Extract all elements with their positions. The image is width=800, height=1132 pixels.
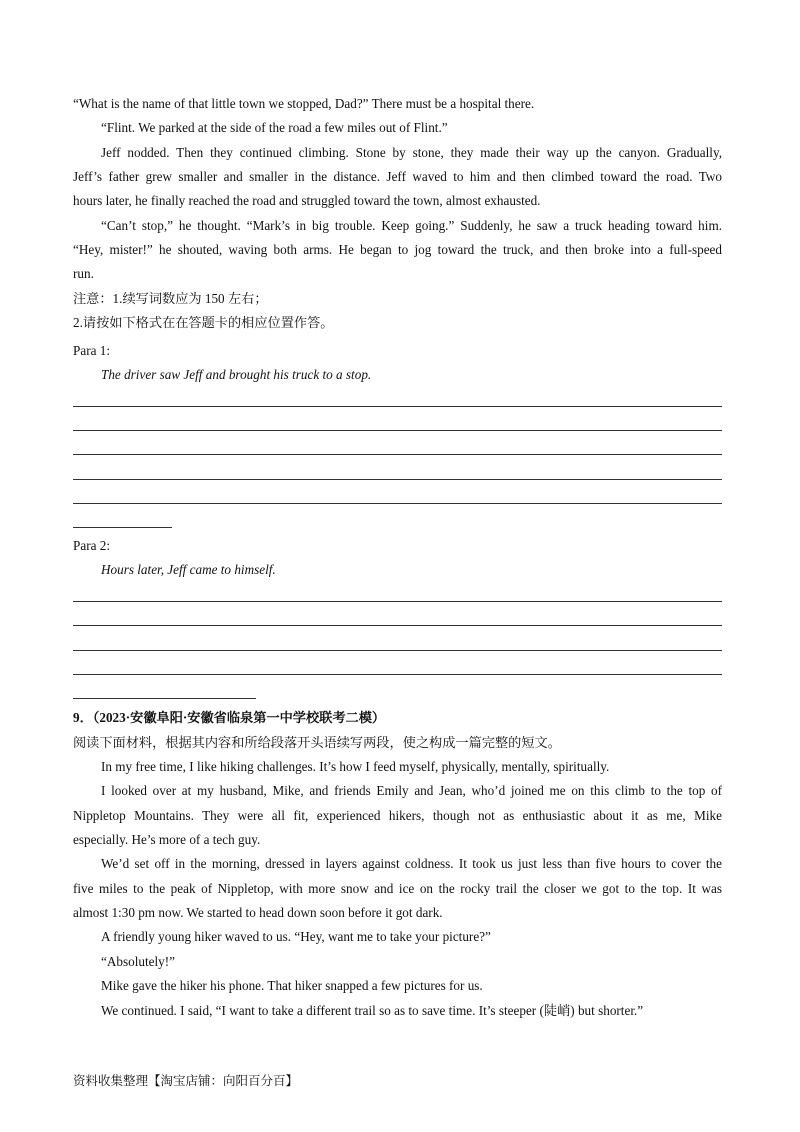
story-line: We’d set off in the morning, dressed in layers against coldness. It took us just less than five hours to cover the <box>101 856 722 871</box>
answer-line[interactable] <box>73 527 172 528</box>
story-line: Nippletop Mountains. They were all fit, experienced hikers, though not as enthusiastic about it as me, Mike <box>73 808 722 823</box>
story-line: A friendly young hiker waved to us. “Hey, want me to take your picture?” <box>101 929 491 944</box>
question-heading: 9．（2023·安徽阜阳·安徽省临泉第一中学校联考二模） <box>73 710 386 725</box>
page-footer: 资料收集整理【淘宝店铺：向阳百分百】 <box>73 1074 299 1088</box>
story-line: “Hey, mister!” he shouted, waving both arms. He began to jog toward the truck, and then broke into a full-speed <box>73 242 722 257</box>
answer-line[interactable] <box>73 430 722 431</box>
story-line: I looked over at my husband, Mike, and friends Emily and Jean, who’d joined me on this climb to the top of <box>101 783 722 798</box>
story-line: especially. He’s more of a tech guy. <box>73 832 261 847</box>
story-line: “What is the name of that little town we stopped, Dad?” There must be a hospital there. <box>73 96 535 111</box>
answer-line[interactable] <box>73 698 256 699</box>
story-line: five miles to the peak of Nippletop, with more snow and ice on the rocky trail the closer we got to the top. It was <box>73 881 722 896</box>
answer-line[interactable] <box>73 406 722 407</box>
story-line: We continued. I said, “I want to take a different trail so as to save time. It’s steeper (陡峭) but shorter.” <box>101 1003 644 1018</box>
answer-line[interactable] <box>73 601 722 602</box>
answer-line[interactable] <box>73 674 722 675</box>
question-instruction: 阅读下面材料，根据其内容和所给段落开头语续写两段，使之构成一篇完整的短文。 <box>73 735 561 750</box>
para2-opening: Hours later, Jeff came to himself. <box>101 562 276 577</box>
answer-line[interactable] <box>73 625 722 626</box>
story-line: Jeff’s father grew smaller and smaller in the distance. Jeff waved to him and then climbed toward the road. Two <box>73 169 722 184</box>
para1-opening: The driver saw Jeff and brought his truck to a stop. <box>101 367 372 382</box>
story-line: “Can’t stop,” he thought. “Mark’s in big trouble. Keep going.” Suddenly, he saw a truck heading toward him. <box>101 218 722 233</box>
answer-line[interactable] <box>73 650 722 651</box>
story-line: run. <box>73 266 94 281</box>
story-line: almost 1:30 pm now. We started to head down soon before it got dark. <box>73 905 443 920</box>
story-line: “Flint. We parked at the side of the road a few miles out of Flint.” <box>101 120 448 135</box>
story-line: Jeff nodded. Then they continued climbing. Stone by stone, they made their way up the canyon. Gradually, <box>101 145 722 160</box>
para2-label: Para 2: <box>73 538 110 553</box>
para1-label: Para 1: <box>73 343 110 358</box>
answer-line[interactable] <box>73 503 722 504</box>
note-format: 2.请按如下格式在在答题卡的相应位置作答。 <box>73 315 334 330</box>
note-word-count: 注意：1.续写词数应为 150 左右； <box>73 291 268 306</box>
story-line: hours later, he finally reached the road and struggled toward the town, almost exhausted. <box>73 193 541 208</box>
story-line: Mike gave the hiker his phone. That hiker snapped a few pictures for us. <box>101 978 483 993</box>
story-line: “Absolutely!” <box>101 954 175 969</box>
answer-line[interactable] <box>73 479 722 480</box>
story-line: In my free time, I like hiking challenges. It’s how I feed myself, physically, mentally, spiritually. <box>101 759 610 774</box>
answer-line[interactable] <box>73 454 722 455</box>
